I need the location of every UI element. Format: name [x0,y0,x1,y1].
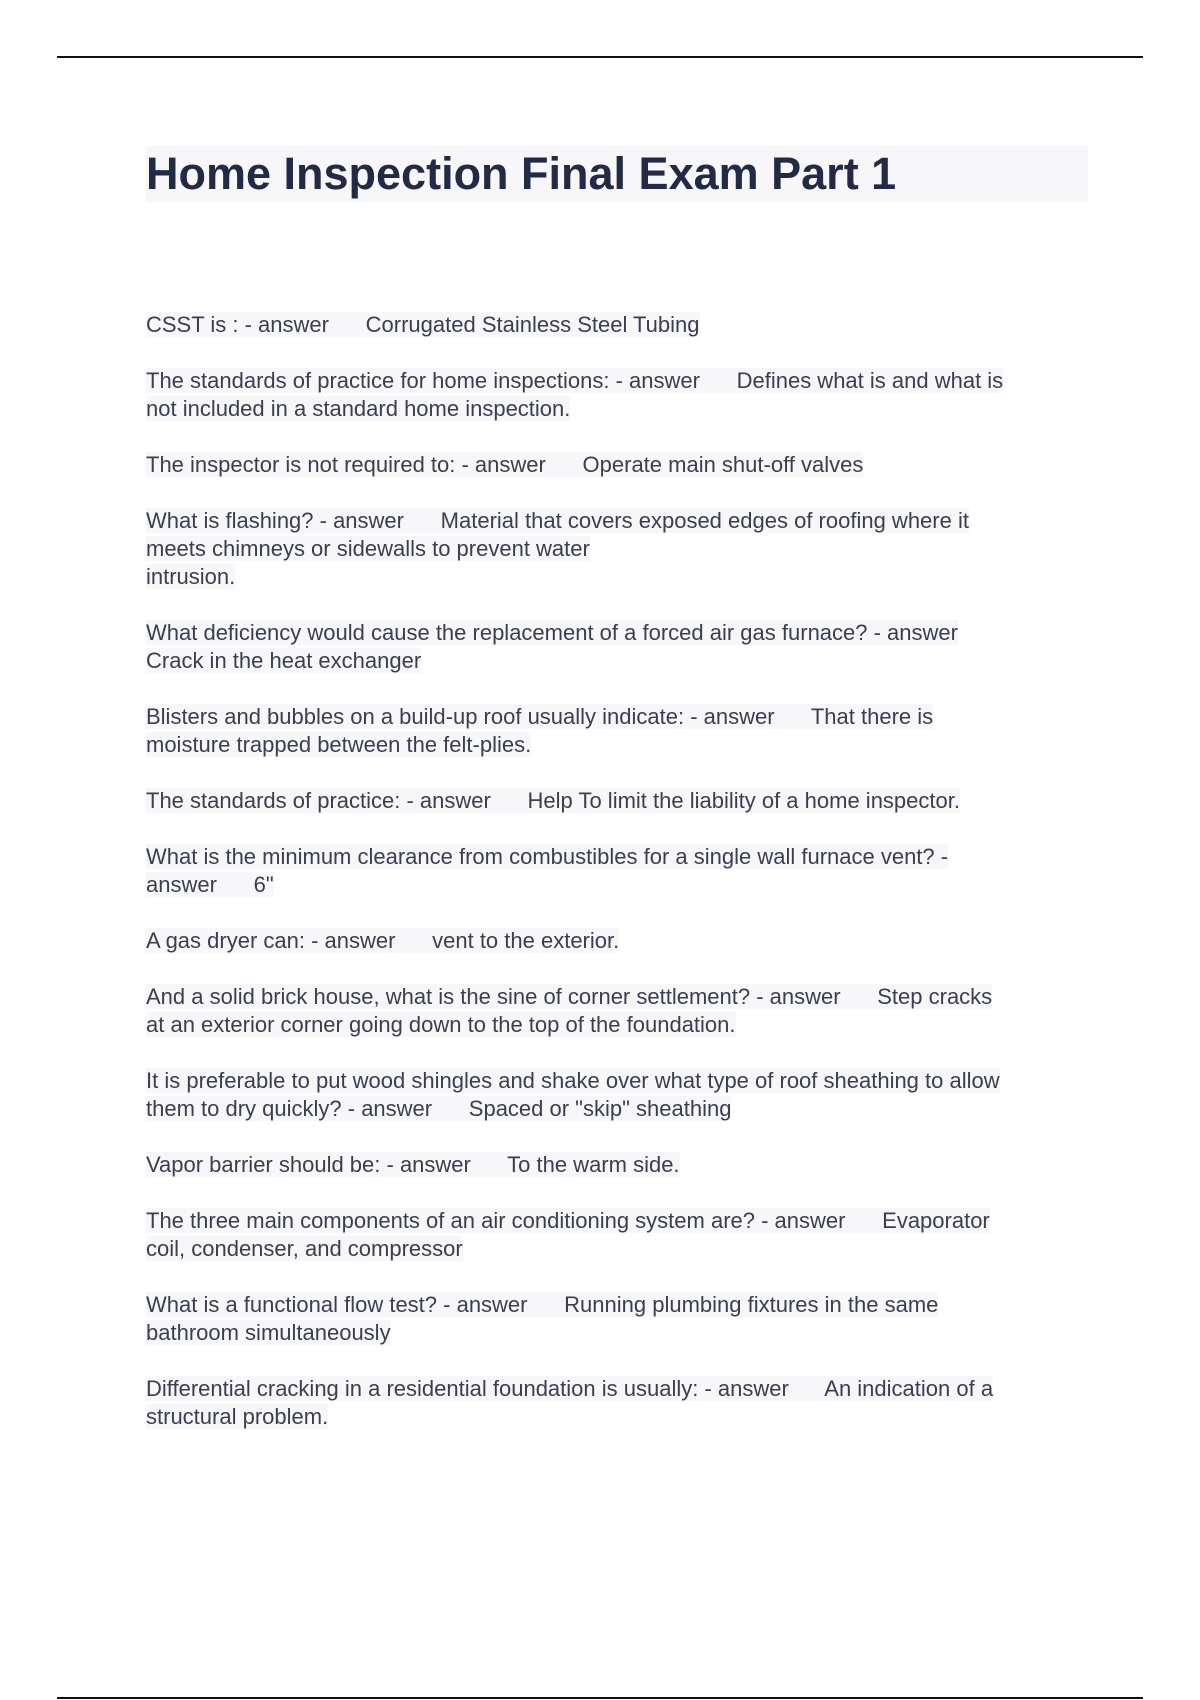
qa-item-12 [146,1151,1088,1179]
qa-item-text: The standards of practice: - answer Help To limit the liability of a home inspector. [146,788,960,813]
qa-item-text: What deficiency would cause the replacement of a forced air gas furnace? - answer Crack in the heat exchanger [146,620,958,673]
qa-item-text: It is preferable to put wood shingles and shake over what type of roof sheathing to allow them to dry quickly? - answer Spaced or "skip" sheathing [146,1068,1000,1121]
qa-item-14 [146,1291,1088,1347]
qa-item-11 [146,1067,1088,1123]
qa-item-5 [146,619,1088,675]
qa-item-text: CSST is : - answer Corrugated Stainless Steel Tubing [146,312,700,337]
qa-item-text: Differential cracking in a residential foundation is usually: - answer An indication of a structural problem. [146,1376,994,1429]
qa-item-text: What is the minimum clearance from combustibles for a single wall furnace vent? - answer 6" [146,844,949,897]
qa-item-text: The standards of practice for home inspections: - answer Defines what is and what is not included in a standard home inspection. [146,368,1004,421]
document-title: Home Inspection Final Exam Part 1 [146,146,1088,202]
qa-item-text: The inspector is not required to: - answer Operate main shut-off valves [146,452,864,477]
qa-item-text: And a solid brick house, what is the sine of corner settlement? - answer Step cracks at an exterior corner going down to the top of the foundation. [146,984,993,1037]
qa-item-text: A gas dryer can: - answer vent to the exterior. [146,928,620,953]
qa-item-1 [146,311,1088,339]
qa-item-9 [146,927,1088,955]
qa-item-4 [146,507,1088,591]
qa-item-6 [146,703,1088,759]
qa-item-text: The three main components of an air conditioning system are? - answer Evaporator coil, condenser, and compressor [146,1208,990,1261]
top-rule [57,56,1143,58]
qa-item-2 [146,367,1088,423]
qa-item-7 [146,787,1088,815]
qa-item-13 [146,1207,1088,1263]
qa-item-text: Blisters and bubbles on a build-up roof usually indicate: - answer That there is moisture trapped between the felt-plies. [146,704,934,757]
qa-list [146,311,1088,1459]
qa-item-10 [146,983,1088,1039]
qa-item-text: What is a functional flow test? - answer Running plumbing fixtures in the same bathroom simultaneously [146,1292,939,1345]
qa-item-text: What is flashing? - answer Material that covers exposed edges of roofing where it meets chimneys or sidewalls to prevent water intrusion. [146,508,969,589]
qa-item-3 [146,451,1088,479]
qa-item-text: Vapor barrier should be: - answer To the warm side. [146,1152,680,1177]
qa-item-8 [146,843,1088,899]
qa-item-15 [146,1375,1088,1431]
bottom-rule [57,1697,1143,1699]
